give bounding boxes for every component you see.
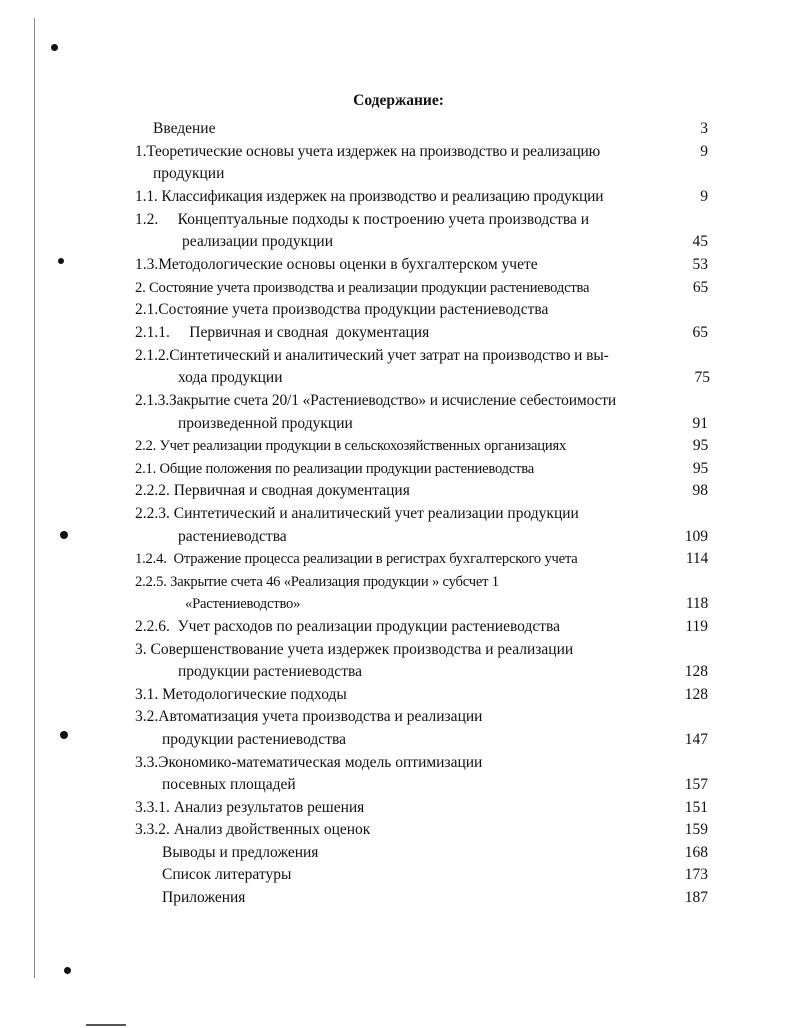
toc-entry [0, 842, 797, 864]
toc-entry-text: растениеводства [178, 528, 287, 545]
toc-entry [0, 299, 797, 321]
toc-entry [0, 345, 797, 367]
toc-entry-text: посевных площадей [162, 776, 296, 793]
toc-entry-text: Введение [153, 120, 216, 137]
toc-entry [0, 639, 797, 661]
toc-entry-page: 118 [685, 595, 708, 612]
toc-entry-text: 1.2. Концептуальные подходы к построению учета производства и [135, 211, 590, 228]
toc-entry [0, 887, 797, 909]
toc-entry-text: произведенной продукции [178, 415, 353, 432]
toc-entry-page: 91 [692, 415, 708, 432]
toc-entry-page: 119 [685, 618, 708, 635]
toc-entry [0, 616, 797, 638]
toc-entry-text: 2.1. Общие положения по реализации продукции растениеводства [135, 461, 535, 477]
toc-entry-page: 159 [684, 821, 708, 838]
toc-entry-text: 1.1. Классификация издержек на производство и реализацию продукции [135, 188, 604, 205]
toc-entry [0, 593, 797, 615]
toc-entry-text: продукции растениеводства [162, 731, 346, 748]
toc-entry-text: 1.3.Методологические основы оценки в бухгалтерском учете [135, 256, 538, 273]
toc-entry [0, 163, 797, 185]
toc-entry [0, 819, 797, 841]
toc-entry-text: 2.1.Состояние учета производства продукции растениеводства [135, 301, 549, 318]
toc-entry [0, 118, 797, 140]
toc-entry [0, 729, 797, 751]
toc-entry-text: Выводы и предложения [162, 844, 319, 861]
toc-entry-page: 9 [700, 143, 708, 160]
toc-entry [0, 797, 797, 819]
toc-entry [0, 774, 797, 796]
toc-entry-page: 187 [684, 889, 708, 906]
toc-entry [0, 254, 797, 276]
toc-entry-page: 95 [692, 460, 708, 477]
toc-entry-page: 95 [692, 437, 708, 454]
toc-entry [0, 231, 797, 253]
toc-entry-text: 3.3.Экономико-математическая модель оптимизации [135, 754, 483, 771]
toc-entry-page: 151 [684, 799, 708, 816]
toc-entry [0, 209, 797, 231]
toc-entry-text: 2.2.6. Учет расходов по реализации продукции растениеводства [135, 618, 561, 635]
toc-entry-text: продукции растениеводства [178, 663, 362, 680]
toc-entry-page: 168 [684, 844, 708, 861]
toc-entry-text: 2.1.2.Синтетический и аналитический учет затрат на производство и вы- [135, 347, 609, 364]
toc-entry-text: 1.Теоретические основы учета издержек на производство и реализацию [135, 143, 601, 160]
toc-entry-page: 9 [700, 188, 708, 205]
toc-entry [0, 480, 797, 502]
toc-entry-text: 2.2.2. Первичная и сводная документация [135, 482, 410, 499]
toc-entry-page: 75 [694, 369, 710, 386]
toc-entry-text: 3.1. Методологические подходы [135, 686, 347, 703]
toc-entry-page: 53 [692, 256, 708, 273]
toc-entry [0, 367, 797, 389]
toc-entry-page: 65 [692, 324, 708, 341]
toc-entry-text: 2.2. Учет реализации продукции в сельскохозяйственных организациях [135, 438, 567, 454]
toc-entry [0, 661, 797, 683]
toc-entry [0, 684, 797, 706]
toc-entry [0, 186, 797, 208]
toc-entry-text: 2. Состояние учета производства и реализации продукции растениеводства [135, 280, 590, 296]
toc-entry-text: 3.2.Автоматизация учета производства и реализации [135, 708, 483, 725]
toc-entry [0, 571, 797, 593]
toc-entry-text: Список литературы [162, 866, 292, 883]
toc-entry-text: хода продукции [178, 369, 283, 386]
toc-entry-text: продукции [153, 165, 225, 182]
toc-entry-text: 2.1.1. Первичная и сводная документация [135, 324, 430, 341]
scan-dot [64, 967, 71, 974]
toc-entry-page: 147 [684, 731, 708, 748]
toc-entry [0, 526, 797, 548]
toc-entry [0, 752, 797, 774]
toc-entry-page: 128 [684, 663, 708, 680]
page-title: Содержание: [353, 92, 444, 109]
toc-entry [0, 706, 797, 728]
toc-entry [0, 141, 797, 163]
toc-entry-page: 65 [692, 279, 708, 296]
toc-entry-text: реализации продукции [182, 233, 334, 250]
toc-entry-text: 1.2.4. Отражение процесса реализации в регистрах бухгалтерского учета [135, 551, 578, 567]
toc-entry-page: 3 [700, 120, 708, 137]
toc-entry-text: 2.2.5. Закрытие счета 46 «Реализация продукции » субсчет 1 [135, 574, 499, 590]
toc-entry-text: 2.2.3. Синтетический и аналитический учет реализации продукции [135, 505, 579, 522]
toc-entry [0, 277, 797, 299]
toc-entry-page: 114 [685, 550, 708, 567]
toc-entry-page: 45 [692, 233, 708, 250]
toc-entry-text: «Растениеводство» [185, 596, 301, 612]
toc-entry-text: 2.1.3.Закрытие счета 20/1 «Растениеводство» и исчисление себестоимости [135, 392, 617, 409]
toc-entry-page: 109 [684, 528, 708, 545]
toc-entry [0, 413, 797, 435]
toc-entry-text: 3.3.2. Анализ двойственных оценок [135, 821, 371, 838]
toc-entry [0, 548, 797, 570]
toc-entry-page: 157 [684, 776, 708, 793]
scan-dot [51, 44, 58, 51]
toc-entry [0, 864, 797, 886]
scan-bottom-line [86, 1024, 126, 1026]
toc-entry-text: 3.3.1. Анализ результатов решения [135, 799, 365, 816]
toc-entry-text: Приложения [162, 889, 246, 906]
toc-entry [0, 390, 797, 412]
toc-entry-page: 98 [692, 482, 708, 499]
toc-entry [0, 458, 797, 480]
toc-entry-page: 128 [684, 686, 708, 703]
toc-entry-page: 173 [684, 866, 708, 883]
toc-entry [0, 503, 797, 525]
toc-entry [0, 322, 797, 344]
toc-entry-text: 3. Совершенствование учета издержек производства и реализации [135, 641, 574, 658]
toc-entry [0, 435, 797, 457]
